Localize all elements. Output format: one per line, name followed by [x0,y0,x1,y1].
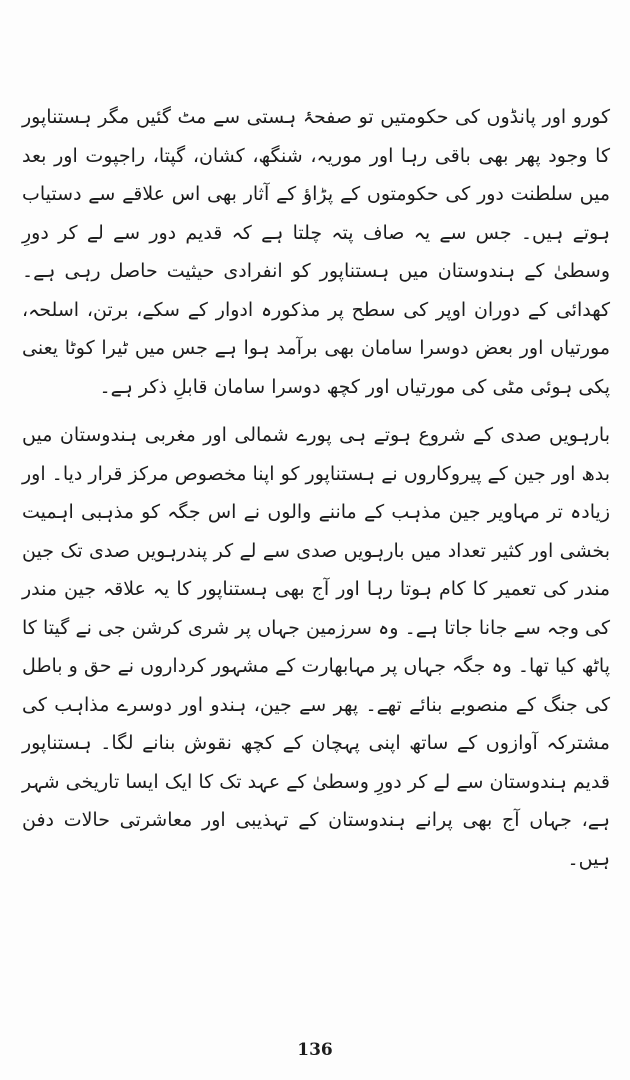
page-number: 136 [297,1040,333,1060]
paragraph-2: بارہویں صدی کے شروع ہوتے ہی پورے شمالی اور مغربی ہندوستان میں بدھ اور جین کے پیروکاروں نے ہستناپور کو اپنا مخصوص مرکز قرار دیا۔ اور زیادہ تر مہاویر جین مذہب کے ماننے والوں نے اس جگہ کو مذہبی اہمیت بخشی اور کثیر تعداد میں بارہویں صدی سے لے کر پندرہویں صدی تک جین مندر کی تعمیر کا کام ہوتا رہا اور آج بھی ہستناپور کا یہ علاقہ جین مندر کی وجہ سے جانا جاتا ہے۔ وہ سرزمین جہاں پر شری کرشن جی نے گیتا کا پاٹھ کیا تھا۔ وہ جگہ جہاں پر مہابھارت کے مشہور کرداروں نے حق و باطل کی جنگ کے منصوبے بنائے تھے۔ پھر سے جین، ہندو اور دوسرے مذاہب کی مشترکہ آوازوں کے ساتھ اپنی پہچان کے کچھ نقوش بنانے لگا۔ ہستناپور قدیم ہندوستان سے لے کر دورِ وسطیٰ کے عہد تک کا ایک ایسا تاریخی شہر ہے، جہاں آج بھی پرانے ہندوستان کے تہذیبی اور معاشرتی حالات دفن ہیں۔ [22,424,610,870]
urdu-text-block [22,98,610,878]
paragraph-1: کورو اور پانڈوں کی حکومتیں تو صفحۂ ہستی سے مٹ گئیں مگر ہستناپور کا وجود پھر بھی باقی رہا اور موریہ، شنگھ، کشان، گپتا، راجپوت اور بعد میں سلطنت دور کی حکومتوں کے پڑاؤ کے آثار بھی اس علاقے سے دستیاب ہوتے ہیں۔ جس سے یہ صاف پتہ چلتا ہے کہ قدیم دور سے لے کر دورِ وسطیٰ کے ہندوستان میں ہستناپور کو انفرادی حیثیت حاصل رہی ہے۔ کھدائی کے دوران اوپر کی سطح پر مذکورہ ادوار کے سکے، برتن، اسلحہ، مورتیاں اور بعض دوسرا سامان بھی برآمد ہوا ہے جس میں ٹیرا کوٹا یعنی پکی ہوئی مٹی کی مورتیاں اور کچھ دوسرا سامان قابلِ ذکر ہے۔ [22,106,610,398]
